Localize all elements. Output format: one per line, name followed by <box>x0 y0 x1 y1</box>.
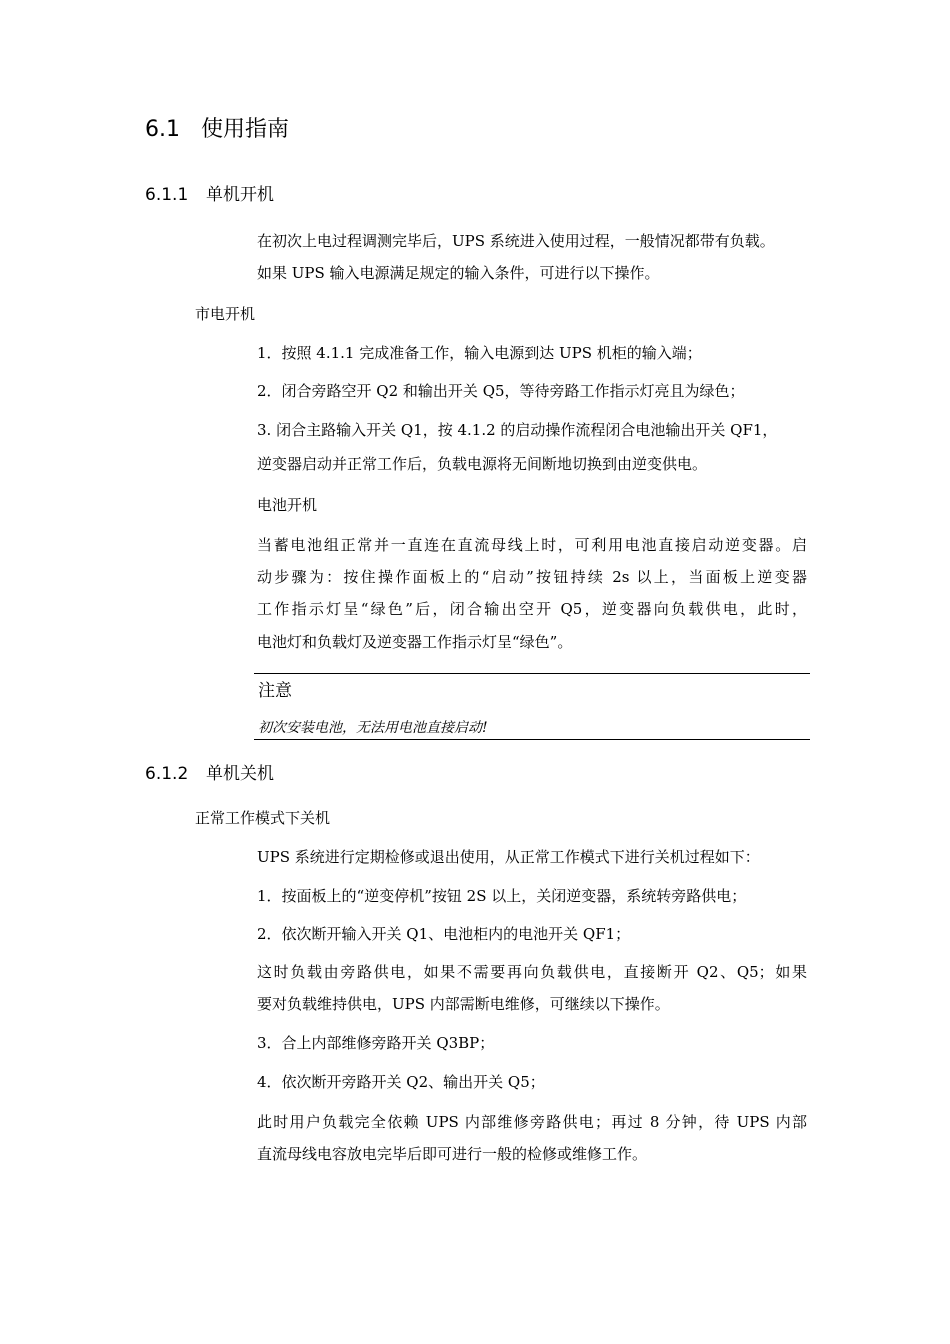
mains-step-3-cont: 逆变器启动并正常工作后，负载电源将无间断地切换到由逆变供电。 <box>257 455 708 473</box>
shutdown-line-7: 4．依次断开旁路开关 Q2、输出开关 Q5； <box>257 1073 545 1091</box>
note-top-rule <box>254 673 810 674</box>
subsection-number: 6.1.1 <box>145 185 189 205</box>
subsection-title: 单机开机 <box>206 185 274 205</box>
shutdown-line-1: UPS 系统进行定期检修或退出使用，从正常工作模式下进行关机过程如下： <box>257 848 760 866</box>
battery-line-1: 当蓄电池组正常并一直连在直流母线上时，可利用电池直接启动逆变器。启 <box>257 536 807 554</box>
shutdown-line-6: 3．合上内部维修旁路开关 Q3BP； <box>257 1034 495 1052</box>
shutdown-line-2: 1．按面板上的“逆变停机”按钮 2S 以上，关闭逆变器，系统转旁路供电； <box>257 887 747 905</box>
section-number: 6.1 <box>145 117 180 142</box>
note-text: 初次安装电池，无法用电池直接启动! <box>258 720 488 736</box>
shutdown-line-3: 2．依次断开输入开关 Q1、电池柜内的电池开关 QF1； <box>257 925 631 943</box>
battery-line-4: 电池灯和负载灯及逆变器工作指示灯呈“绿色”。 <box>257 633 573 651</box>
note-bottom-rule <box>254 739 810 740</box>
section-heading <box>145 112 289 143</box>
subsection-title: 单机关机 <box>206 764 274 784</box>
intro-line-2: 如果 UPS 输入电源满足规定的输入条件，可进行以下操作。 <box>257 264 660 282</box>
mains-step-1: 1．按照 4.1.1 完成准备工作，输入电源到达 UPS 机柜的输入端； <box>257 344 702 362</box>
normal-shutdown-heading: 正常工作模式下关机 <box>195 809 331 827</box>
shutdown-line-5: 要对负载维持供电，UPS 内部需断电维修，可继续以下操作。 <box>257 995 670 1013</box>
battery-line-2: 动步骤为：按住操作面板上的“启动”按钮持续 2s 以上，当面板上逆变器 <box>257 568 807 586</box>
intro-line-1: 在初次上电过程调测完毕后，UPS 系统进入使用过程，一般情况都带有负载。 <box>257 232 775 250</box>
shutdown-line-8: 此时用户负载完全依赖 UPS 内部维修旁路供电；再过 8 分钟，待 UPS 内部 <box>257 1113 807 1131</box>
subsection-heading-shutdown <box>145 759 274 784</box>
mains-step-3: 3. 闭合主路输入开关 Q1，按 4.1.2 的启动操作流程闭合电池输出开关 QF1， <box>257 421 778 439</box>
mains-startup-heading: 市电开机 <box>195 305 256 323</box>
note-title: 注意 <box>258 681 292 701</box>
subsection-number: 6.1.2 <box>145 764 189 784</box>
battery-startup-heading: 电池开机 <box>257 496 318 514</box>
shutdown-line-9: 直流母线电容放电完毕后即可进行一般的检修或维修工作。 <box>257 1145 648 1163</box>
battery-line-3: 工作指示灯呈“绿色”后，闭合输出空开 Q5，逆变器向负载供电，此时， <box>257 600 807 618</box>
section-title: 使用指南 <box>201 117 290 142</box>
shutdown-line-4: 这时负载由旁路供电，如果不需要再向负载供电，直接断开 Q2、Q5；如果 <box>257 963 807 981</box>
mains-step-2: 2．闭合旁路空开 Q2 和输出开关 Q5，等待旁路工作指示灯亮且为绿色； <box>257 382 745 400</box>
subsection-heading-startup <box>145 180 274 205</box>
